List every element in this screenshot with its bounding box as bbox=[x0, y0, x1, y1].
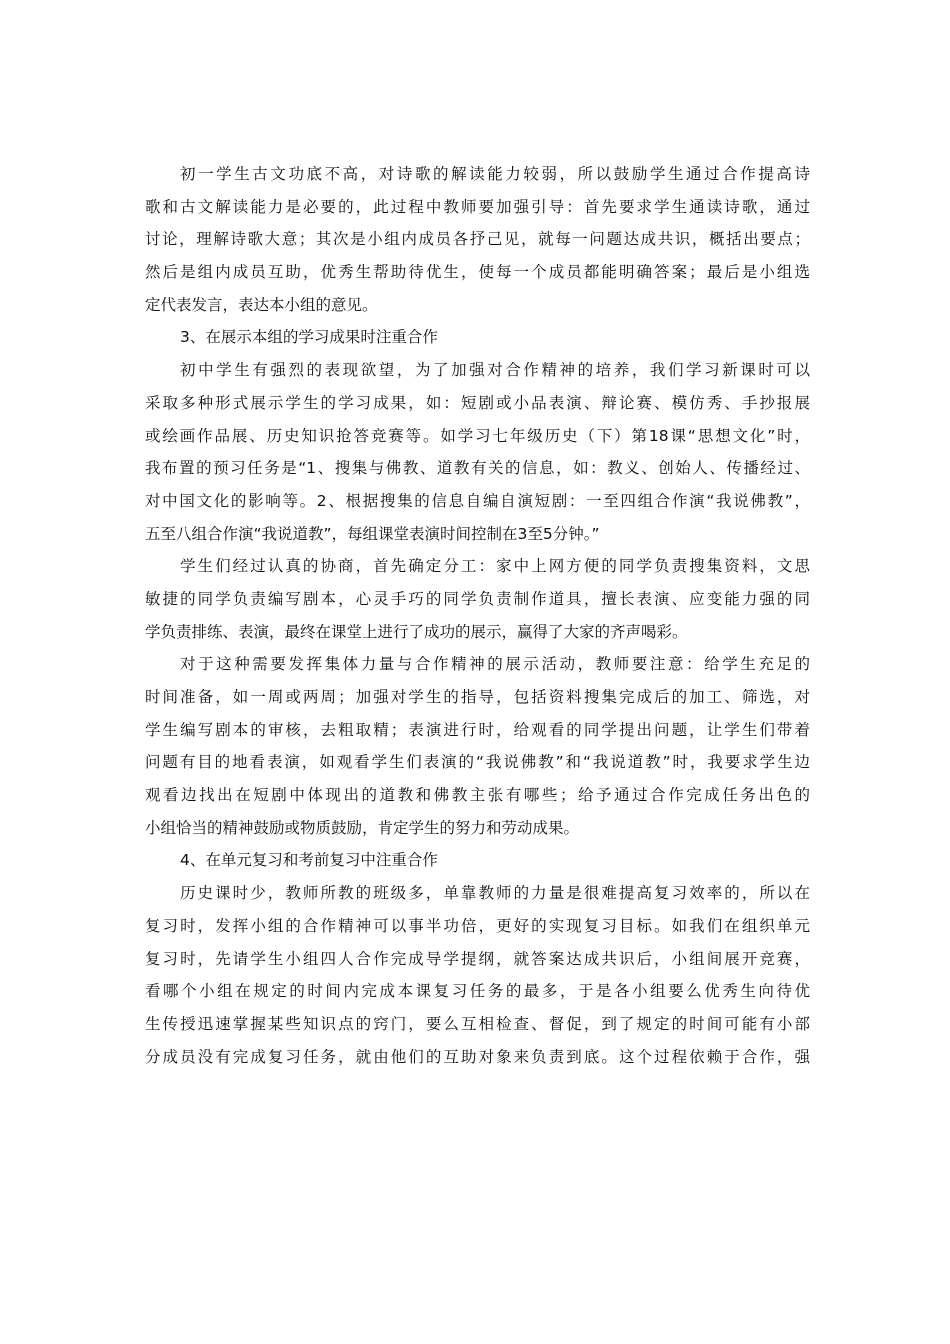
text-line: 分成员没有完成复习任务，就由他们的互助对象来负责到底。这个过程依赖于合作，强 bbox=[145, 1047, 810, 1066]
text-line: 然后是组内成员互助，优秀生帮助待优生，使每一个成员都能明确答案；最后是小组选 bbox=[145, 263, 810, 282]
text-line: 时间准备，如一周或两周；加强对学生的指导，包括资料搜集完成后的加工、筛选，对 bbox=[145, 688, 810, 706]
text-line: 定代表发言，表达本小组的意见。 bbox=[145, 295, 378, 314]
document-body bbox=[145, 158, 810, 1073]
text-line: 4、在单元复习和考前复习中注重合作 bbox=[180, 851, 438, 870]
text-line: 敏捷的同学负责编写剧本，心灵手巧的同学负责制作道具，擅长表演、应变能力强的同 bbox=[145, 589, 810, 608]
text-line: 对于这种需要发挥集体力量与合作精神的展示活动，教师要注意：给学生充足的 bbox=[180, 655, 810, 674]
text-line: 初中学生有强烈的表现欲望，为了加强对合作精神的培养，我们学习新课时可以 bbox=[180, 361, 810, 380]
text-line: 歌和古文解读能力是必要的，此过程中教师要加强引导：首先要求学生通读诗歌，通过 bbox=[145, 197, 810, 216]
text-line: 3、在展示本组的学习成果时注重合作 bbox=[180, 328, 438, 347]
text-line: 采取多种形式展示学生的学习成果，如：短剧或小品表演、辩论赛、模仿秀、手抄报展 bbox=[145, 393, 810, 412]
text-line: 五至八组合作演“我说道教”，每组课堂表演时间控制在3至5分钟。” bbox=[145, 524, 600, 543]
text-line: 初一学生古文功底不高，对诗歌的解读能力较弱，所以鼓励学生通过合作提高诗 bbox=[180, 165, 810, 183]
text-line: 或绘画作品展、历史知识抢答竞赛等。如学习七年级历史（下）第18课“思想文化”时， bbox=[145, 426, 810, 445]
text-line: 问题有目的地看表演，如观看学生们表演的“我说佛教”和“我说道教”时，我要求学生边 bbox=[145, 753, 810, 772]
text-line: 学负责排练、表演，最终在课堂上进行了成功的展示，赢得了大家的齐声喝彩。 bbox=[145, 622, 688, 641]
text-line: 生传授迅速掌握某些知识点的窍门，要么互相检查、督促，到了规定的时间可能有小部 bbox=[145, 1014, 810, 1033]
text-line: 学生编写剧本的审核，去粗取精；表演进行时，给观看的同学提出问题，让学生们带着 bbox=[145, 720, 810, 739]
text-line: 历史课时少，教师所教的班级多，单靠教师的力量是很难提高复习效率的，所以在 bbox=[180, 884, 810, 903]
text-line: 复习时，先请学生小组四人合作完成导学提纲，就答案达成共识后，小组间展开竞赛， bbox=[145, 949, 810, 968]
text-line: 讨论，理解诗歌大意；其次是小组内成员各抒己见，就每一问题达成共识，概括出要点； bbox=[145, 230, 810, 249]
text-line: 小组恰当的精神鼓励或物质鼓励，肯定学生的努力和劳动成果。 bbox=[145, 818, 580, 837]
text-line: 对中国文化的影响等。2、根据搜集的信息自编自演短剧：一至四组合作演“我说佛教”， bbox=[145, 491, 810, 510]
text-line: 复习时，发挥小组的合作精神可以事半功倍，更好的实现复习目标。如我们在组织单元 bbox=[145, 916, 810, 935]
text-line: 我布置的预习任务是“1、搜集与佛教、道教有关的信息，如：教义、创始人、传播经过、 bbox=[145, 459, 810, 478]
text-line: 学生们经过认真的协商，首先确定分工：家中上网方便的同学负责搜集资料，文思 bbox=[180, 557, 810, 576]
text-line: 观看边找出在短剧中体现出的道教和佛教主张有哪些；给予通过合作完成任务出色的 bbox=[145, 786, 810, 805]
text-line: 看哪个小组在规定的时间内完成本课复习任务的最多，于是各小组要么优秀生向待优 bbox=[145, 982, 810, 1001]
